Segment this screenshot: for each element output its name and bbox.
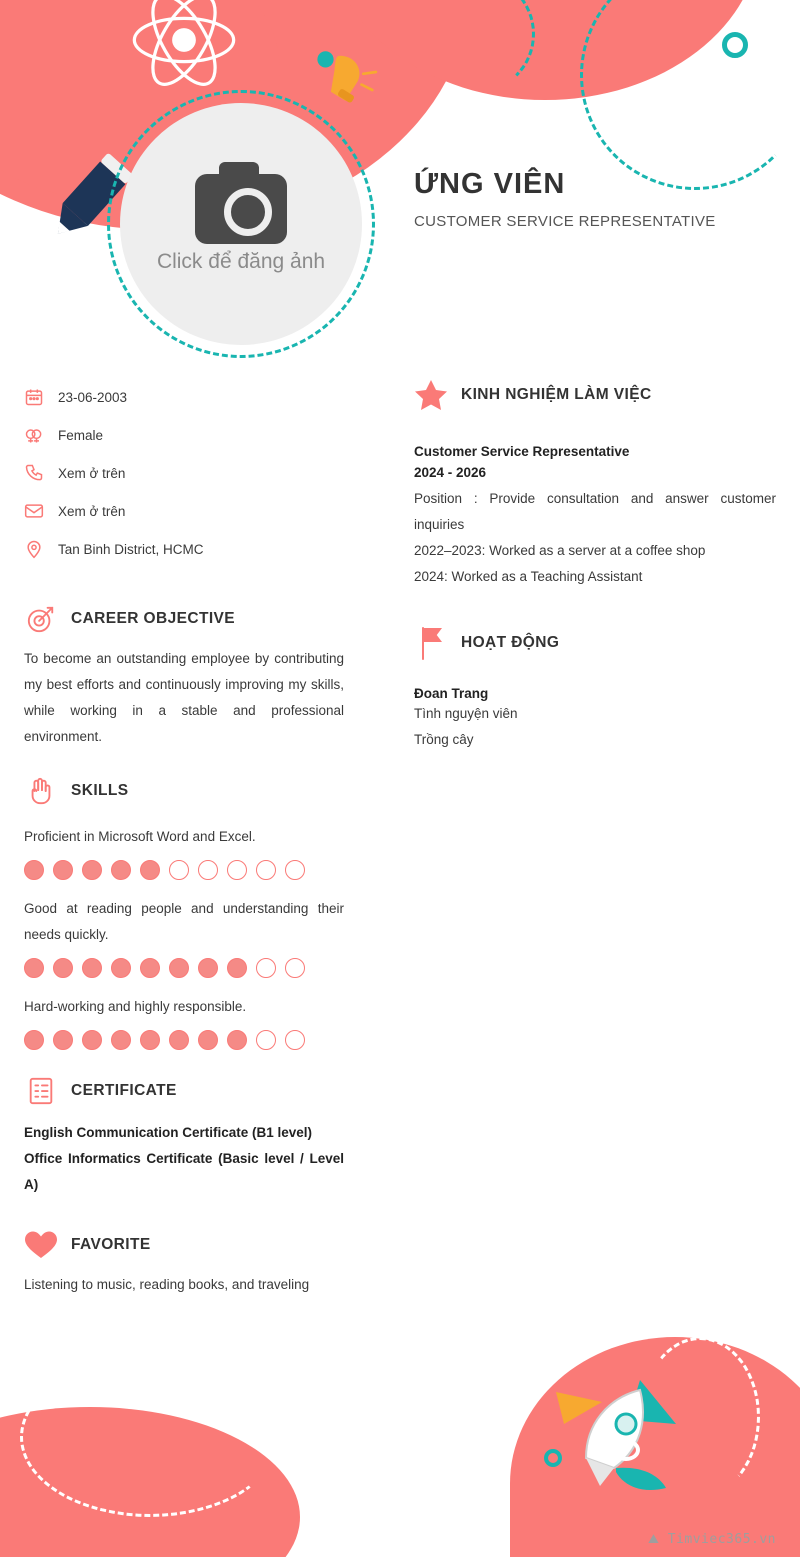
- skill-rating: [24, 860, 344, 880]
- contact-text: Xem ở trên: [58, 465, 126, 481]
- contact-text: Tan Binh District, HCMC: [58, 541, 204, 557]
- decor-dashed-bottom-left: [20, 1357, 280, 1517]
- section-header: [414, 626, 776, 660]
- contact-item-phone: [24, 454, 344, 492]
- email-icon: [24, 501, 58, 521]
- watermark-text: Timviec365.vn: [667, 1532, 776, 1547]
- name-block: [414, 168, 774, 230]
- atom-icon: [130, 0, 238, 94]
- experience-line: 2024: Worked as a Teaching Assistant: [414, 569, 643, 584]
- experience-years: 2024 - 2026: [414, 465, 487, 480]
- decor-dashed-arc-right: [580, 0, 800, 190]
- experience-role: Customer Service Representative: [414, 444, 630, 459]
- skill-item: [24, 994, 344, 1050]
- certificate-icon: [24, 1074, 58, 1108]
- watermark-icon: ⛰: [648, 1532, 660, 1547]
- section-skills: [24, 774, 344, 1050]
- heart-icon: [24, 1228, 58, 1262]
- section-activity: [414, 626, 776, 753]
- avatar[interactable]: [120, 103, 362, 345]
- skill-text: Proficient in Microsoft Word and Excel.: [24, 829, 256, 844]
- section-header: [24, 1228, 344, 1262]
- section-header: [414, 378, 776, 412]
- section-title: KINH NGHIỆM LÀM VIỆC: [461, 386, 652, 403]
- section-header: [24, 774, 344, 808]
- activity-name: Đoan Trang: [414, 686, 489, 701]
- section-title: SKILLS: [71, 782, 129, 799]
- section-certificate: [24, 1074, 344, 1198]
- left-column: [24, 378, 344, 1298]
- section-header: [24, 602, 344, 636]
- section-title: CERTIFICATE: [71, 1082, 177, 1099]
- certificate-line: English Communication Certificate (B1 level): [24, 1125, 313, 1140]
- section-favorite: [24, 1228, 344, 1298]
- contact-text: Xem ở trên: [58, 503, 126, 519]
- skill-item: [24, 824, 344, 880]
- skill-text: Good at reading people and understanding their needs quickly.: [24, 901, 344, 942]
- section-title: CAREER OBJECTIVE: [71, 610, 236, 627]
- contact-item-address: [24, 530, 344, 568]
- section-title: FAVORITE: [71, 1236, 151, 1253]
- contact-item-gender: [24, 416, 344, 454]
- contact-item-birthdate: [24, 378, 344, 416]
- phone-icon: [24, 463, 58, 483]
- decor-teal-ring-bottom: [544, 1449, 562, 1467]
- camera-icon: [195, 174, 287, 244]
- location-icon: [24, 539, 58, 559]
- flag-icon: [414, 626, 448, 660]
- right-column: [414, 378, 776, 753]
- experience-line: 2022–2023: Worked as a server at a coffee shop: [414, 543, 706, 558]
- section-career-objective: [24, 602, 344, 750]
- hand-icon: [24, 774, 58, 808]
- target-icon: [24, 602, 58, 636]
- certificate-line: Office Informatics Certificate (Basic level / Level A): [24, 1151, 344, 1192]
- contact-text: Female: [58, 427, 104, 443]
- gender-icon: [24, 425, 58, 445]
- avatar-placeholder-text: Click để đăng ảnh: [156, 250, 326, 273]
- star-icon: [414, 378, 448, 412]
- section-experience: [414, 378, 776, 590]
- decor-white-ring-bottom: [612, 1439, 640, 1461]
- skill-item: [24, 896, 344, 978]
- experience-line: Position : Provide consultation and answer customer inquiries: [414, 491, 776, 532]
- skill-rating: [24, 1030, 344, 1050]
- activity-line: Trồng cây: [414, 732, 474, 747]
- contact-text: 23-06-2003: [58, 389, 128, 405]
- avatar-upload[interactable]: [107, 90, 375, 358]
- section-title: HOẠT ĐỘNG: [461, 634, 560, 651]
- candidate-name: ỨNG VIÊN: [414, 168, 566, 200]
- activity-line: Tình nguyện viên: [414, 706, 518, 721]
- career-objective-body: To become an outstanding employee by contributing my best efforts and continuously improving my skills, while working in a stable and professional environment.: [24, 651, 344, 744]
- favorite-body: Listening to music, reading books, and traveling: [24, 1277, 310, 1292]
- decor-teal-ring: [722, 32, 748, 58]
- calendar-icon: [24, 387, 58, 407]
- skill-rating: [24, 958, 344, 978]
- skill-text: Hard-working and highly responsible.: [24, 999, 247, 1014]
- contact-item-email: [24, 492, 344, 530]
- rocket-icon: [490, 1362, 710, 1502]
- section-header: [24, 1074, 344, 1108]
- candidate-job-title: CUSTOMER SERVICE REPRESENTATIVE: [414, 213, 716, 230]
- watermark: [648, 1532, 776, 1547]
- footer-decoration: [0, 1307, 800, 1557]
